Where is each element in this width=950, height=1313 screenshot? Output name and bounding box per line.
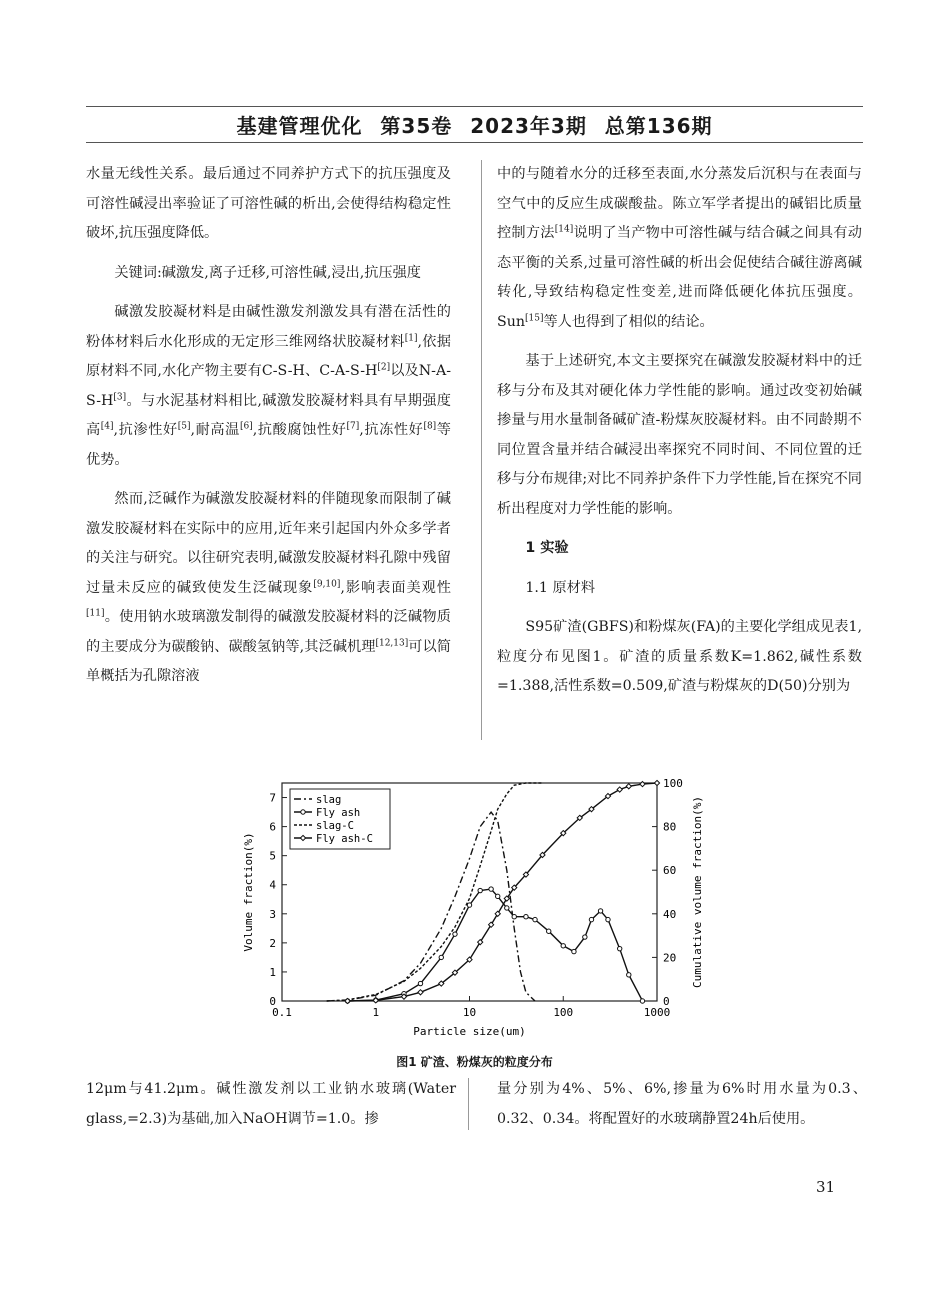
y-tick-label: 1 [269, 965, 276, 979]
data-point [561, 944, 565, 948]
y-axis-label: Volume fraction(%) [242, 832, 255, 952]
y2-tick-label: 100 [663, 777, 683, 790]
x-tick-label: 1000 [643, 1006, 671, 1019]
data-point [606, 917, 610, 921]
y-tick-label: 0 [269, 995, 276, 1008]
page-number: 31 [816, 1178, 836, 1196]
intro-paragraph-2: 然而,泛碱作为碱激发胶凝材料的伴随现象而限制了碱激发胶凝材料在实际中的应用,近年来引起国内外众多学者的关注与研究。以往研究表明,碱激发胶凝材料孔隙中残留过量未反应的碱致使发生泛碱现象[9,10],影响表面美观性[11]。使用钠水玻璃激发制得的碱激发胶凝材料的泛碱物质的主要成分为碳酸钠、碳酸氢钠等,其泛碱机理[12,13]可以简单概括为孔隙溶液 [86, 491, 451, 684]
y-tick-label: 5 [269, 849, 276, 863]
column-divider [481, 160, 482, 740]
y-tick-label: 7 [269, 791, 276, 805]
data-point [589, 917, 593, 921]
citation: [8] [423, 421, 437, 432]
abstract-tail: 水量无线性关系。最后通过不同养护方式下的抗压强度及可溶性碱浸出率验证了可溶性碱的析出,会使得结构稳定性破坏,抗压强度降低。 [86, 166, 451, 241]
citation: [11] [86, 608, 105, 619]
data-point [453, 932, 457, 936]
journal-header [86, 110, 863, 139]
data-point [489, 887, 493, 891]
data-point [418, 981, 422, 985]
x-tick-label: 1 [372, 1006, 380, 1019]
y2-tick-label: 40 [663, 907, 677, 921]
particle-size-chart [230, 775, 730, 1050]
header-bottom-rule [86, 142, 863, 143]
y2-axis-label: Cumulative volume fraction(%) [691, 795, 704, 989]
legend-marker [301, 810, 305, 814]
citation: [5] [177, 421, 191, 432]
section-heading: 1 实验 [525, 540, 569, 556]
citation: [2] [377, 362, 391, 373]
y2-tick-label: 60 [663, 864, 677, 878]
y-tick-label: 3 [269, 907, 276, 921]
header-top-rule [86, 106, 863, 107]
y-tick-label: 4 [269, 878, 276, 892]
data-point [505, 906, 509, 910]
citation: [6] [239, 421, 253, 432]
x-tick-label: 100 [553, 1006, 574, 1019]
right-column [497, 160, 862, 702]
citation: [4] [100, 421, 114, 432]
legend-label: slag-C [316, 820, 354, 832]
citation: [15] [525, 312, 544, 323]
data-point [524, 915, 528, 919]
data-point [467, 903, 471, 907]
intro-paragraph-3: 中的与随着水分的迁移至表面,水分蒸发后沉积与在表面与空气中的反应生成碳酸盐。陈立军学者提出的碱铝比质量控制方法[14]说明了当产物中可溶性碱与结合碱之间具有动态平衡的关系,过量可溶性碱的析出会促使结合碱往游离碱转化,导致结构稳定性变差,进而降低硬化体抗压强度。Sun[15]等人也得到了相似的结论。 [497, 166, 862, 330]
data-point [512, 915, 516, 919]
y2-tick-label: 20 [663, 951, 677, 965]
x-axis-label: Particle size(um) [413, 1025, 526, 1038]
left-column [86, 160, 451, 692]
y2-tick-label: 0 [663, 995, 670, 1008]
data-point [640, 781, 645, 786]
keywords: 关键词:碱激发,离子迁移,可溶性碱,浸出,抗压强度 [114, 264, 421, 281]
materials-paragraph: S95矿渣(GBFS)和粉煤灰(FA)的主要化学组成见表1,粒度分布见图1。矿渣的质量系数K=1.862,碱性系数=1.388,活性系数=0.509,矿渣与粉煤灰的D(50)分别为 [497, 619, 862, 694]
intro-paragraph-1: 碱激发胶凝材料是由碱性激发剂激发具有潜在活性的粉体材料后水化形成的无定形三维网络状胶凝材料[1],依据原材料不同,水化产物主要有C-S-H、C-A-S-H[2]以及N-A-S-H[3]。与水泥基材料相比,碱激发胶凝材料具有早期强度高[4],抗渗性好[5],耐高温[6],抗酸腐蚀性好[7],抗冻性好[8]等优势。 [86, 304, 452, 468]
intro-paragraph-4: 基于上述研究,本文主要探究在碱激发胶凝材料中的迁移与分布及其对硬化体力学性能的影响。通过改变初始碱掺量与用水量制备碱矿渣-粉煤灰胶凝材料。由不同龄期不同位置含量并结合碱浸出率探究不同时间、不同位置的迁移与分布规律;对比不同养护条件下力学性能,旨在探究不同析出程度对力学性能的影响。 [497, 353, 862, 517]
data-point [626, 784, 631, 789]
figure-1 [230, 775, 730, 1060]
data-point [478, 888, 482, 892]
journal-total-issue: 总第136期 [604, 114, 713, 138]
y-tick-label: 2 [269, 936, 276, 950]
data-point [439, 955, 443, 959]
journal-title: 基建管理优化 [236, 114, 363, 138]
data-point [640, 999, 644, 1003]
journal-volume: 第35卷 [380, 114, 453, 138]
citation: [7] [346, 421, 360, 432]
y2-tick-label: 80 [663, 820, 677, 834]
series-line-fly-ash-c [348, 783, 658, 1001]
data-point [654, 780, 659, 785]
legend-label: Fly ash [316, 807, 361, 819]
citation: [12,13] [375, 637, 409, 648]
data-point [583, 935, 587, 939]
data-point [418, 990, 423, 995]
bottom-column-divider [468, 1078, 469, 1130]
series-line-fly-ash [348, 889, 643, 1001]
subsection-heading: 1.1 原材料 [525, 579, 596, 596]
figure-caption: 图1 矿渣、粉煤灰的粒度分布 [396, 1055, 553, 1069]
x-tick-label: 0.1 [272, 1006, 292, 1019]
citation: [3] [113, 391, 127, 402]
data-point [533, 917, 537, 921]
data-point [572, 949, 576, 953]
journal-date: 2023年3期 [470, 114, 587, 138]
y-tick-label: 6 [269, 820, 276, 834]
data-point [617, 787, 622, 792]
data-point [617, 946, 621, 950]
x-tick-label: 10 [462, 1006, 477, 1019]
data-point [598, 909, 602, 913]
citation: [1] [404, 332, 418, 343]
bottom-left-text: 12μm与41.2μm。碱性激发剂以工业钠水玻璃(Water glass,=2.3)为基础,加入NaOH调节=1.0。掺 [86, 1081, 456, 1127]
citation: [14] [554, 224, 574, 235]
data-point [547, 929, 551, 933]
data-point [627, 973, 631, 977]
legend-label: slag [316, 794, 342, 806]
data-point [496, 894, 500, 898]
legend-label: Fly ash-C [316, 833, 373, 845]
citation: [9,10] [313, 578, 341, 589]
bottom-right-text: 量分别为4%、5%、6%,掺量为6%时用水量为0.3、0.32、0.34。将配置好的水玻璃静置24h后使用。 [497, 1081, 867, 1127]
